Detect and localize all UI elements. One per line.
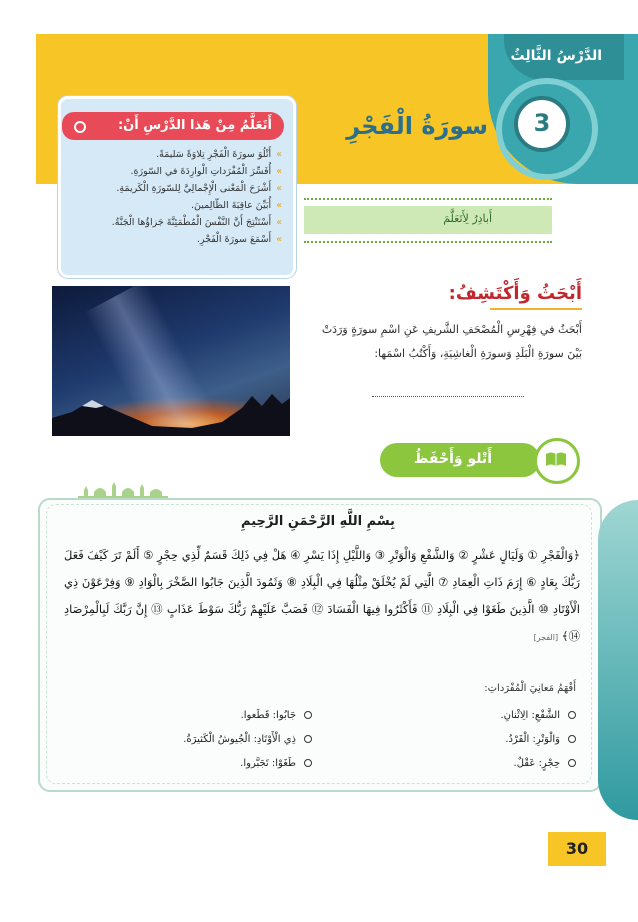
ready-label: أَبادِرُ لِأَتَعَلَّمَ xyxy=(443,212,492,225)
vocabulary-list-right xyxy=(346,704,576,776)
objectives-list xyxy=(70,146,282,248)
vocabulary-list-left xyxy=(82,704,312,776)
lesson-label: الدَّرْسُ الثَّالِثُ xyxy=(510,48,602,64)
vocabulary-item: طَغَوْا: تَجَبَّروا. xyxy=(82,752,312,776)
objective-item: » أَسْتَنْتِجَ أَنَّ النَّفْسَ الْمُطْمَئِنَّةَ جَزاؤُها الْجَنَّةُ. xyxy=(70,214,282,231)
dotted-divider-top xyxy=(304,198,552,200)
dotted-divider-bottom xyxy=(304,241,552,243)
answer-line xyxy=(372,396,524,397)
ready-banner xyxy=(304,206,552,234)
lesson-tab xyxy=(504,34,624,80)
recite-banner xyxy=(380,443,540,477)
vocabulary-item: ذِي الْأَوْتَادِ: الْجُيوشُ الْكَثيرَةُ. xyxy=(82,728,312,752)
recite-label: أَتْلو وَأَحْفَظُ xyxy=(413,451,492,467)
verses-text: ﴿وَالْفَجْرِ ① وَلَيَالٍ عَشْرٍ ② وَالشَّفْعِ وَالْوَتْرِ ③ وَاللَّيْلِ إِذَا يَسْرِ ④ هَلْ فِي ذَلِكَ قَسَمٌ لِّذِي حِجْرٍ ⑤ أَلَمْ تَرَ كَيْفَ فَعَلَ رَبُّكَ بِعَادٍ ⑥ إِرَمَ ذَاتِ الْعِمَادِ ⑦ الَّتِي لَمْ يُخْلَقْ مِثْلُهَا فِي الْبِلَادِ ⑧ وَثَمُودَ الَّذِينَ جَابُوا الصَّخْرَ بِالْوَادِ ⑨ وَفِرْعَوْنَ ذِي الْأَوْتَادِ ⑩ الَّذِينَ طَغَوْا فِي الْبِلَادِ ⑪ فَأَكْثَرُوا فِيهَا الْفَسَادَ ⑫ فَصَبَّ عَلَيْهِمْ رَبُّكَ سَوْطَ عَذَابٍ ⑬ إِنَّ رَبَّكَ لَبِالْمِرْصَادِ ⑭﴾ xyxy=(64,548,580,643)
objective-item: » أَسْمَعَ سورَةَ الْفَجْرِ. xyxy=(70,231,282,248)
vocabulary-item: جَابُوا: قَطَعوا. xyxy=(82,704,312,728)
objectives-dot-icon xyxy=(74,121,86,133)
search-title: أَبْحَثُ وَأَكْتَشِفُ: xyxy=(448,283,582,304)
lesson-number-badge xyxy=(514,96,570,152)
search-title-underline xyxy=(490,308,582,310)
lesson-number: 3 xyxy=(533,109,551,137)
objective-item: » أَشْرَحَ الْمَعْنى الْإِجْمالِيَّ لِلسّورَةِ الْكَريمَةِ. xyxy=(70,180,282,197)
vocabulary-item: حِجْرٍ: عَقْلٌ. xyxy=(346,752,576,776)
objectives-title: أَتَعَلَّمُ مِنْ هَذا الدَّرْسِ أَنْ: xyxy=(117,118,272,133)
objectives-header xyxy=(62,112,284,140)
night-sky-photo xyxy=(52,286,290,436)
search-instructions: أَبْحَثُ في فِهْرِسِ الْمُصْحَفِ الشَّريفِ عَنِ اسْمِ سورَةٍ وَرَدَتْ بَيْنَ سورَةِ الْبَلَدِ وَسورَةِ الْغاشِيَةِ، وَأَكْتُبُ اسْمَها: xyxy=(321,323,582,360)
quran-verses xyxy=(64,542,580,651)
vocabulary-title: أَفْهَمُ مَعانِيَ الْمُفْرَداتِ: xyxy=(484,683,576,694)
objective-item: » أُبَيِّنَ عاقِبَةَ الظّالِمينَ. xyxy=(70,197,282,214)
surah-title: سورَةُ الْفَجْرِ xyxy=(346,112,488,140)
side-wave-decoration xyxy=(598,500,638,820)
page-number: 30 xyxy=(565,839,589,858)
basmala: بِسْمِ اللَّهِ الرَّحْمَنِ الرَّحِيمِ xyxy=(241,514,395,529)
objective-item: » أَتْلُوَ سورَةَ الْفَجْرِ تِلاوَةً سَليمَةً. xyxy=(70,146,282,163)
book-glyph xyxy=(545,451,567,467)
open-quran-icon xyxy=(534,438,580,484)
vocabulary-item: وَالْوَتْرِ: الْفَرْدُ. xyxy=(346,728,576,752)
surah-reference: [الفجر] xyxy=(533,633,559,642)
mountain-silhouette xyxy=(52,388,290,436)
page-number-box xyxy=(548,832,606,866)
vocabulary-item: الشَّفْعِ: الِاثْنانِ. xyxy=(346,704,576,728)
objective-item: » أُفَسِّرَ الْمُفْرَداتِ الْوارِدَةَ في السّورَةِ. xyxy=(70,163,282,180)
